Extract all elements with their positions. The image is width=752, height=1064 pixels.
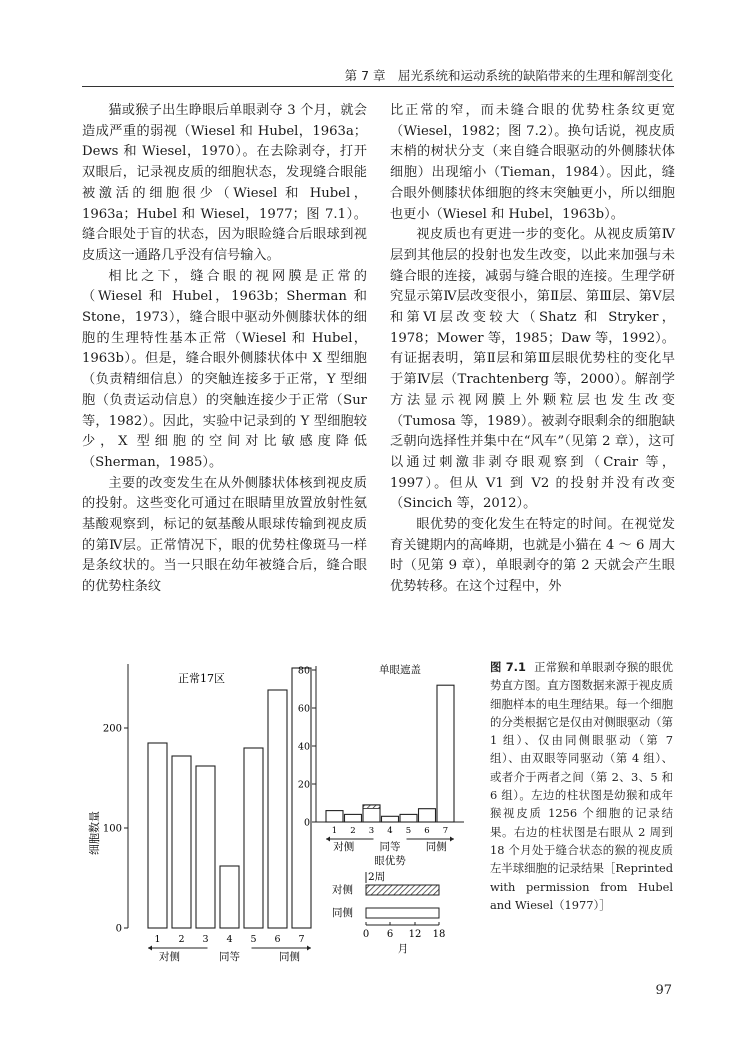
histogram-bar [382, 816, 399, 822]
timeline-row1-label: 对侧 [332, 884, 353, 896]
paragraph: 猫或猴子出生睁眼后单眼剥夺 3 个月，就会造成严重的弱视（Wiesel 和 Hubel，1963a；Dews 和 Wiesel，1970）。在去除剥夺，打开双眼后，记录视皮质的细胞状态，发现缝合眼能被激活的细胞很少（Wiesel 和 Hubel，1963a；Hubel 和 Wiesel，1977；图 7.1）。缝合眼处于盲的状态，因为眼睑缝合后眼球到视皮质这一通路几乎没有信号输入。 [82, 103, 367, 263]
y-tick-label: 200 [102, 723, 122, 735]
y-tick-label: 80 [297, 665, 310, 677]
histogram-bar [196, 766, 215, 928]
timeline-tick-label: 6 [386, 929, 394, 940]
histogram-bar [345, 814, 362, 822]
timeline-tick-label: 0 [362, 929, 370, 940]
figure-caption [490, 658, 673, 914]
category-label: 6 [424, 826, 430, 836]
arrow-head [148, 946, 152, 951]
running-header: 第 7 章 屈光系统和运动系统的缺陷带来的生理和解剖变化 [344, 68, 673, 83]
y-tick-label: 0 [115, 923, 122, 935]
paragraph: 比正常的窄，而未缝合眼的优势柱条纹更宽（Wiesel，1982；图 7.2）。换句话说，视皮质末梢的树状分支（来自缝合眼驱动的外侧膝状体细胞）出现缩小（Tieman，1984）。因此，缝合眼外侧膝状体细胞的终末突触更小，所以细胞也更小（Wiesel 和 Hubel，1963b）。 [390, 103, 675, 222]
timeline-contra-bar [366, 885, 439, 895]
x-axis-label: 眼优势 [374, 855, 406, 867]
group-label: 同等 [379, 841, 401, 853]
category-label: 7 [442, 826, 449, 836]
header-rule [82, 86, 674, 87]
histogram-bar [400, 814, 417, 822]
figure-7-1 [90, 655, 475, 977]
category-label: 3 [368, 826, 375, 836]
histogram-bar [172, 756, 191, 928]
histogram-bar [268, 690, 287, 928]
histogram-bar [437, 685, 454, 822]
arrow-head [450, 837, 454, 842]
timeline-tick-label: 12 [408, 929, 422, 940]
text-column-left [82, 101, 367, 598]
y-tick-label: 0 [303, 817, 310, 829]
paragraph: 主要的改变发生在从外侧膝状体核到视皮质的投射。这些变化可通过在眼睛里放置放射性氨基酸观察到，标记的氨基酸从眼球传输到视皮质的第Ⅳ层。正常情况下，眼的优势柱像斑马一样是条纹状的。当一只眼在幼年被缝合后，缝合眼的优势柱条纹 [82, 475, 367, 595]
y-axis-label: 细胞数量 [88, 811, 101, 855]
histogram-bar-hatch [363, 805, 380, 809]
caption-text: 正常猴和单眼剥夺猴的眼优势直方图。直方图数据来源于视皮质细胞样本的电生理结果。每一个细胞的分类根据它是仅由对侧眼驱动（第 1 组）、仅由同侧眼驱动（第 7 组）、由双眼等同驱动（第 4 组）、或者介于两者之间（第 2、3、5 和 6 组）。左边的柱状图是幼猴和成年猴视皮质 1256 个细胞的记录结果。右边的柱状图是右眼从 2 周到 18 个月处于缝合状态的猴的视皮质左半球细胞的记录结果［Reprinted with permission from Hubel and Wiesel（1977）］ [490, 660, 673, 912]
category-label: 7 [298, 934, 305, 945]
page-number: 97 [655, 983, 672, 998]
y-tick-label: 60 [297, 703, 310, 715]
group-label: 同侧 [425, 841, 447, 853]
group-label: 对侧 [333, 841, 355, 853]
arrow-head [307, 946, 311, 951]
category-label: 2 [350, 826, 356, 836]
right-histogram [298, 663, 464, 867]
timeline-xlabel: 月 [397, 943, 409, 955]
y-tick-label: 100 [102, 823, 122, 835]
group-label: 同等 [219, 951, 240, 963]
histogram-bar [148, 743, 167, 928]
category-label: 5 [405, 826, 412, 836]
paragraph: 相比之下，缝合眼的视网膜是正常的（Wiesel 和 Hubel，1963b；Sherman 和 Stone，1973），缝合眼中驱动外侧膝状体的细胞的生理特性基本正常（Wiesel 和 Hubel，1963b）。但是，缝合眼外侧膝状体中 X 型细胞（负责精细信息）的突触连接多于正常，Y 型细胞（负责运动信息）的突触连接少于正常（Sur 等，1982）。因此，实验中记录到的 Y 型细胞较少，X 型细胞的空间对比敏感度降低（Sherman，1985）。 [82, 268, 367, 470]
category-label: 3 [202, 934, 209, 945]
category-label: 2 [178, 934, 185, 945]
category-label: 1 [331, 826, 338, 836]
histogram-bar [220, 866, 239, 928]
category-label: 4 [387, 826, 393, 836]
group-label: 同侧 [279, 951, 300, 963]
category-label: 5 [250, 934, 257, 945]
histogram-bar [326, 811, 343, 822]
category-label: 4 [226, 934, 233, 945]
histogram-bar [419, 809, 436, 822]
caption-label: 图 7.1 [490, 660, 526, 674]
y-tick-label: 40 [297, 741, 310, 753]
category-label: 6 [274, 934, 281, 945]
group-label: 对侧 [159, 951, 180, 963]
timeline-row2-label: 同侧 [332, 907, 353, 919]
chart-title: 单眼遮盖 [379, 664, 421, 676]
timeline-diagram [332, 871, 445, 955]
text-column-right [390, 101, 675, 598]
arrow-head [326, 837, 330, 842]
chart-title: 正常17区 [178, 672, 225, 685]
timeline-tick-label: 18 [432, 929, 446, 940]
y-tick-label: 20 [297, 779, 310, 791]
category-label: 1 [154, 934, 161, 945]
paragraph: 眼优势的变化发生在特定的时间。在视觉发育关键期内的高峰期，也就是小猫在 4 ～ 6 周大时（见第 9 章），单眼剥夺的第 2 天就会产生眼优势转移。在这个过程中，外 [390, 517, 675, 595]
histogram-bar [244, 748, 263, 928]
figure-7-1-svg [90, 655, 475, 973]
timeline-start-label: 2周 [368, 871, 386, 883]
left-histogram [87, 664, 311, 963]
paragraph: 视皮质也有更进一步的变化。从视皮质第Ⅳ层到其他层的投射也发生改变，以此来加强与未缝合眼的连接，减弱与缝合眼的连接。生理学研究显示第Ⅳ层改变很小，第Ⅱ层、第Ⅲ层、第Ⅴ层和第Ⅵ层改变较大（Shatz 和 Stryker，1978；Mower 等，1985；Daw 等，1992）。有证据表明，第Ⅱ层和第Ⅲ层眼优势柱的变化早于第Ⅳ层（Trachtenberg 等，2000）。解剖学方法显示视网膜上外颗粒层也发生改变（Tumosa 等，1989）。被剥夺眼剩余的细胞缺乏朝向选择性并集中在“风车”（见第 2 章），这可以通过刺激非剥夺眼观察到（Crair 等，1997）。但从 V1 到 V2 的投射并没有改变（Sincich 等，2012）。 [390, 227, 675, 512]
timeline-ipsi-bar [366, 908, 439, 918]
